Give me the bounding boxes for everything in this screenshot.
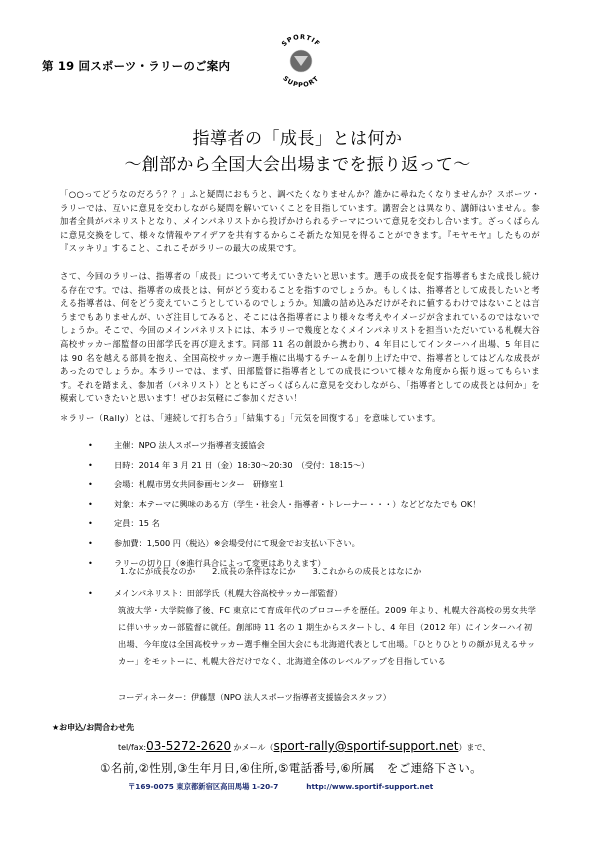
- svg-text:SUPPORT: SUPPORT: [281, 74, 321, 90]
- panelist-text: メインパネリスト：田部学氏（札幌大谷高校サッカー部監督）: [114, 588, 343, 598]
- info-text: 定員：15 名: [114, 518, 160, 529]
- bullet-icon: •: [88, 537, 93, 548]
- footer: [128, 782, 433, 792]
- event-info-list: [88, 438, 548, 575]
- bullet-icon: •: [88, 588, 93, 598]
- info-organizer: [88, 438, 548, 458]
- info-venue: [88, 477, 548, 497]
- address: 〒169-0075 東京都新宿区高田馬場 1-20-7: [128, 782, 279, 791]
- bullet-icon: •: [88, 557, 93, 568]
- coordinator: コーディネーター：伊藤慧（NPO 法人スポーツ指導者支援協会スタッフ）: [118, 692, 391, 702]
- bullet-icon: •: [88, 459, 93, 470]
- email-link[interactable]: sport-rally@sportif-support.net: [273, 739, 459, 753]
- info-fee: [88, 536, 548, 556]
- mail-suffix: ）まで、: [458, 743, 491, 752]
- info-text: ラリーの切り口（※進行具合によって変更はありえます）: [114, 557, 326, 568]
- contact-line: [118, 739, 490, 753]
- bullet-icon: •: [88, 518, 93, 529]
- website-url[interactable]: http://www.sportif-support.net: [306, 782, 434, 791]
- info-text: 日時：2014 年 3 月 21 日（金）18:30～20:30 （受付：18:15～）: [114, 459, 370, 470]
- required-fields: ①名前,②性別,③生年月日,④住所,⑤電話番号,⑥所属 をご連絡下さい。: [100, 761, 483, 775]
- page-title: 指導者の「成長」とは何か: [192, 129, 403, 149]
- contact-label: ★お申込/お問合わせ先: [52, 723, 135, 732]
- header-label: 第 19 回スポーツ・ラリーのご案内: [42, 59, 231, 73]
- logo-emblem-icon: [270, 30, 332, 92]
- bullet-icon: •: [88, 498, 93, 509]
- topic-item: 3.これからの成長とはなにか: [312, 566, 422, 576]
- info-target: [88, 497, 548, 517]
- info-text: 対象：本テーマに興味のある方（学生・社会人・指導者・トレーナー・・・）などどなたでも OK！: [114, 498, 481, 509]
- rally-definition: ＊ラリー（Rally）とは、「連続して打ち合う」「結集する」「元気を回復する」を意味しています。: [60, 413, 441, 423]
- info-date: [88, 458, 548, 478]
- info-text: 参加費：1,500 円（税込）※会場受付にて現金でお支払い下さい。: [114, 537, 360, 548]
- bullet-icon: •: [88, 479, 93, 490]
- panelist-bio: 筑波大学・大学院修了後、FC 東京にて育成年代のプロコーチを歴任。2009 年より、札幌大谷高校の男女共学に伴いサッカー部監督に就任。創部時 11 名の 1 期生からスタートし、4 年目（2012 年）にインターハイ初出場、今年度は全国高校サッカー選手権全国大会にも北海道代表として出場。「ひとりひとりの顔が見えるサッカー」をモットーに、札幌大谷だけでなく、北海道全体のレベルアップを目指している: [118, 605, 537, 666]
- intro-paragraph-2: さて、今回のラリーは、指導者の「成長」について考えていきたいと思います。選手の成長を促す指導者もまた成長し続ける存在です。では、指導者の成長とは、何がどう変わることを指すのでしょうか。もしくは、指導者として成長したいと考える指導者は、何をどう変えていこうとしているのでしょうか。知識の詰め込みだけがそれに値するわけではないことは言うまでもありませんが、いざ注目してみると、そこには各指導者により様々な考えやイメージが含まれているのではないでしょうか。そこで、今回のメインパネリストには、本ラリーで幾度となくメインパネリストを担当いただいている札幌大谷高校サッカー部監督の田部学氏を再び迎えます。同部 11 名の創設から携わり、4 年目にしてインターハイ出場、5 年目には 90 名を越える部員を抱え、全国高校サッカー選手権に出場するチームを創り上げた中で、指導者としてはどんな成長があったのでしょうか。本ラリーでは、まず、田部監督に指導者としての成長について様々な角度から振り返ってもらいます。それを踏まえ、参加者（パネリスト）とともにざっくばらんに意見を交わしながら、「指導者としての成長とは何か」を模索していきたいと思います！ぜひお気軽にご参加ください！: [60, 271, 540, 404]
- sportif-support-logo: [270, 30, 332, 92]
- info-capacity: [88, 516, 548, 536]
- page-subtitle: ～創部から全国大会出場までを振り返って～: [124, 155, 471, 175]
- tel-prefix: tel/fax:: [118, 743, 147, 752]
- svg-text:SPORTIF: SPORTIF: [280, 32, 322, 49]
- tel-number[interactable]: 03-5272-2620: [146, 739, 232, 753]
- bullet-icon: •: [88, 440, 93, 450]
- topic-item: 2.成長の条件はなにか: [212, 566, 296, 576]
- topic-item: 1.なにが成長なのか: [120, 566, 196, 576]
- info-text: 主催：NPO 法人スポーツ指導者支援協会: [114, 440, 265, 450]
- info-text: 会場：札幌市男女共同参画センター 研修室１: [114, 479, 286, 490]
- intro-paragraph-1: 「○○ってどうなのだろう？？」ふと疑問におもうと、調べたくなりませんか？誰かに尋ねたくなりませんか？スポーツ・ラリーでは、互いに意見を交わしながら疑問を解いていくことを目指しています。講習会とは異なり、講師はいません。参加者全員がパネリストとなり、メインパネリストから投げかけられるテーマについて意見を交わし合います。ざっくばらんに意見交換をして、様々な情報やアイデアを共有するからこそ新たな知見を得ることができます。『モヤモヤ』したものが『スッキリ』すること、これこそがラリーの最大の成果です。: [60, 189, 540, 254]
- topic-sub-items: [120, 566, 436, 577]
- mail-prefix: かメール（: [231, 743, 274, 752]
